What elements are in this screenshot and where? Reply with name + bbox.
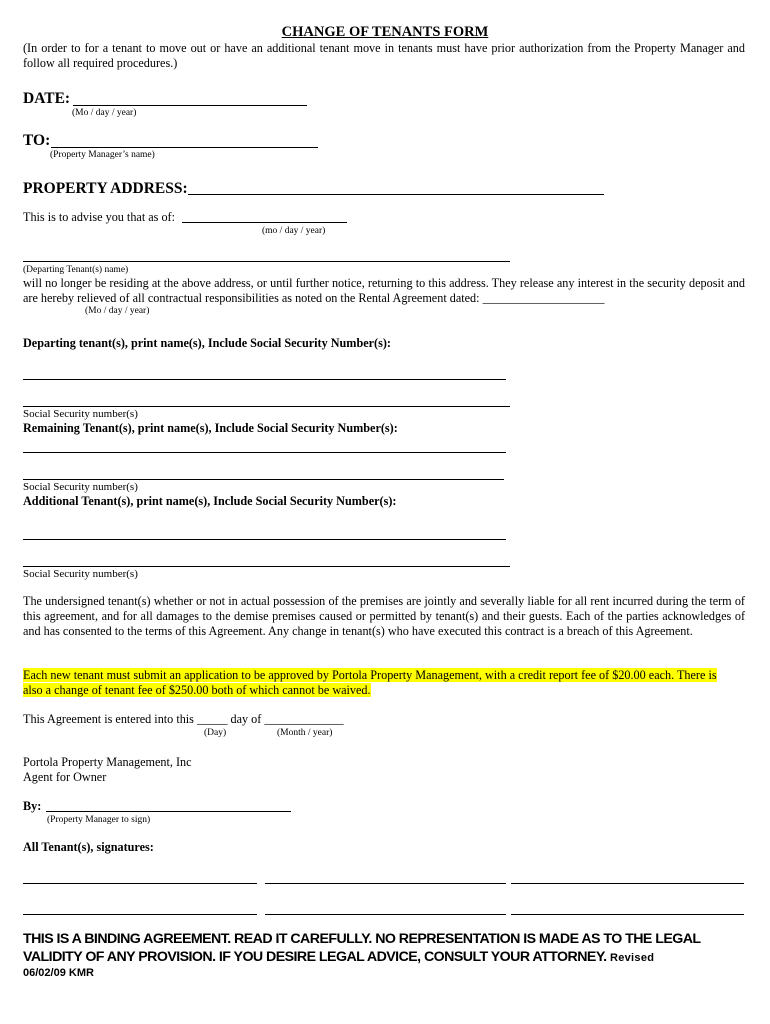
intro-text: (In order to for a tenant to move out or have an additional tenant move in tenants must have prior authorization from the Property Manager and follow all required procedures.)	[23, 41, 745, 70]
tenant-signature-line-4[interactable]	[23, 914, 257, 915]
entered-mid: day of	[230, 712, 262, 726]
binding-warning-line-2	[23, 948, 654, 967]
day-hint: (Day)	[204, 728, 227, 738]
tenant-signature-line-1[interactable]	[23, 883, 257, 884]
month-hint: (Month / year)	[277, 728, 333, 738]
fee-notice-line-1: Each new tenant must submit an application to be approved by Portola Property Management, with a credit report fee of $20.00 each. There is	[23, 668, 717, 682]
additional-ssn-label: Social Security number(s)	[23, 568, 138, 580]
tenant-signature-line-3[interactable]	[511, 883, 744, 884]
warning-line-2-text: VALIDITY OF ANY PROVISION. IF YOU DESIRE LEGAL ADVICE, CONSULT YOUR ATTORNEY.	[23, 949, 607, 965]
entered-prefix: This Agreement is entered into this	[23, 712, 194, 726]
date-hint: (Mo / day / year)	[72, 108, 137, 118]
advise-date-hint: (mo / day / year)	[262, 226, 326, 236]
by-label: By:	[23, 799, 42, 813]
remaining-ssn-label: Social Security number(s)	[23, 481, 138, 493]
departing-names-line[interactable]	[23, 379, 506, 380]
departing-name-line[interactable]	[23, 261, 510, 262]
agent-label: Agent for Owner	[23, 770, 107, 784]
binding-warning-line-1: THIS IS A BINDING AGREEMENT. READ IT CAREFULLY. NO REPRESENTATION IS MADE AS TO THE LEGAL	[23, 931, 701, 947]
entered-day-blank[interactable]: _____	[196, 712, 228, 726]
advise-text: This is to advise you that as of:	[23, 210, 175, 224]
departing-ssn-label: Social Security number(s)	[23, 408, 138, 420]
date-label: DATE:	[23, 90, 71, 107]
tenant-signature-line-6[interactable]	[511, 914, 744, 915]
to-hint: (Property Manager’s name)	[50, 150, 155, 160]
form-title: CHANGE OF TENANTS FORM	[281, 24, 489, 40]
remaining-names-line[interactable]	[23, 452, 506, 453]
company-name: Portola Property Management, Inc	[23, 755, 192, 769]
fee-notice	[23, 668, 745, 698]
fee-notice-line-2: also a change of tenant fee of $250.00 both of which cannot be waived.	[23, 683, 371, 697]
remaining-section-heading: Remaining Tenant(s), print name(s), Include Social Security Number(s):	[23, 421, 398, 435]
departing-section-heading: Departing tenant(s), print name(s), Include Social Security Number(s):	[23, 336, 391, 350]
revised-label: Revised	[609, 952, 655, 964]
tenant-signature-line-5[interactable]	[265, 914, 506, 915]
tenant-signature-line-2[interactable]	[265, 883, 506, 884]
by-hint: (Property Manager to sign)	[47, 815, 151, 825]
property-address-line[interactable]	[188, 194, 604, 195]
revised-date: 06/02/09 KMR	[23, 967, 94, 979]
signatures-label: All Tenant(s), signatures:	[23, 840, 154, 854]
additional-ssn-line[interactable]	[23, 566, 510, 567]
additional-section-heading: Additional Tenant(s), print name(s), Include Social Security Number(s):	[23, 494, 397, 508]
agreement-entered	[23, 712, 344, 727]
liability-text: The undersigned tenant(s) whether or not in actual possession of the premises are jointly and severally liable for all rent incurred during the term of this agreement, and for all damages to the demise premises caused or permitted by tenant(s) and their guests. Each of the parties acknowledges of and has consented to the terms of this Agreement. Any change in tenant(s) who have executed this contract is a breach of this Agreement.	[23, 594, 745, 638]
to-label: TO:	[23, 132, 51, 149]
to-line[interactable]	[51, 147, 318, 148]
departing-name-hint: (Departing Tenant(s) name)	[23, 265, 129, 275]
additional-names-line[interactable]	[23, 539, 506, 540]
release-date-hint: (Mo / day / year)	[85, 306, 150, 316]
remaining-ssn-line[interactable]	[23, 479, 504, 480]
release-text: will no longer be residing at the above address, or until further notice, returning to this address. They release any interest in the security deposit and are hereby relieved of all contractual responsibilities as noted on the Rental Agreement dated: ____________________	[23, 276, 745, 305]
property-address-label: PROPERTY ADDRESS:	[23, 180, 188, 197]
manager-signature-line[interactable]	[46, 811, 291, 812]
advise-date-line[interactable]	[182, 222, 347, 223]
date-line[interactable]	[73, 105, 307, 106]
entered-month-blank[interactable]: _____________	[264, 712, 344, 726]
departing-ssn-line[interactable]	[23, 406, 510, 407]
